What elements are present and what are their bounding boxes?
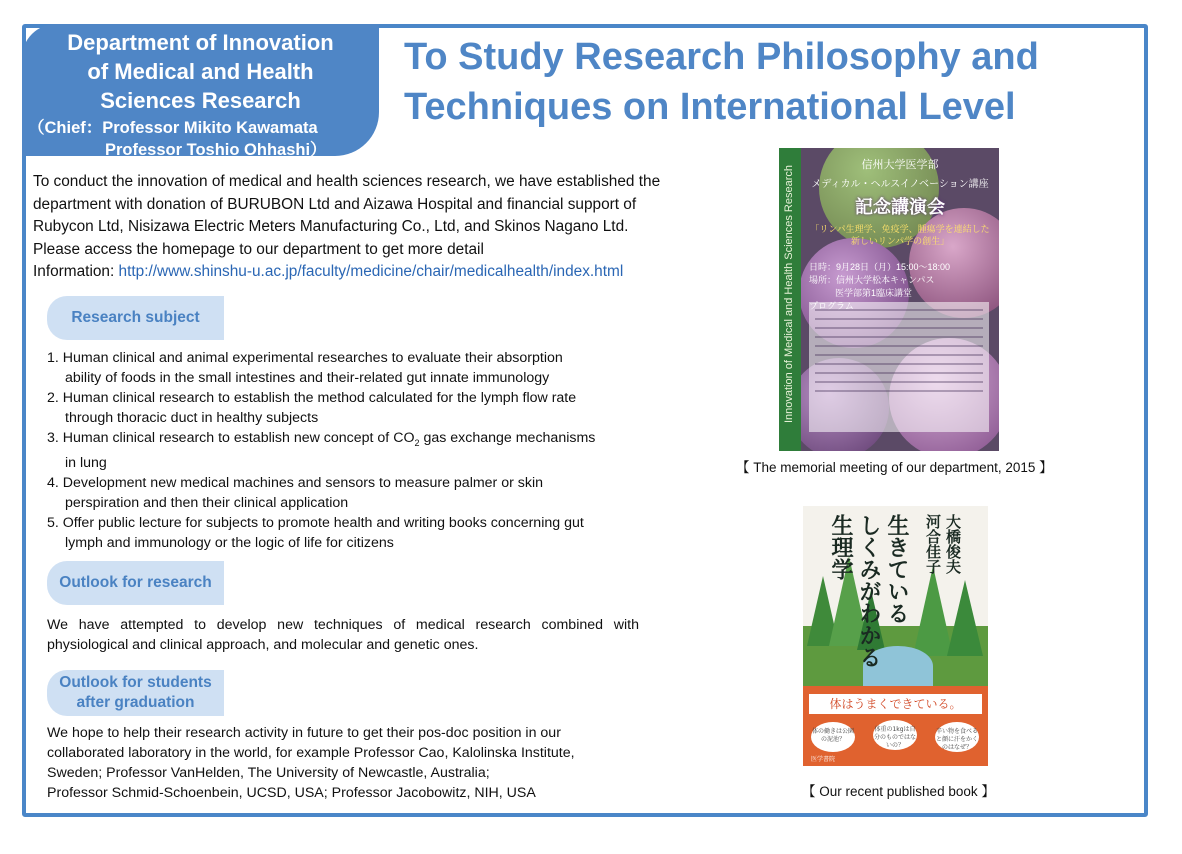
info-label: Information: (33, 263, 119, 280)
research-subject-heading: Research subject (47, 296, 224, 340)
book-title-c: 生理学 (828, 514, 853, 580)
book-author-1: 大橋俊夫 (944, 514, 962, 574)
department-name: Department of Innovation of Medical and Health Sciences Research (67, 30, 334, 113)
department-tab (22, 24, 379, 159)
memorial-meeting-poster (779, 148, 999, 451)
poster-vertical-text: Innovation of Medical and Health Sciences Research (783, 164, 795, 424)
outlook-research-text: We have attempted to develop new techniques of medical research combined with physiological and clinical approach, and molecular and genetic ones. (47, 617, 639, 653)
book-banner: 体はうまくできている。 (809, 694, 982, 714)
book-bubble-2: 体重の1kgは自分のものではないの？ (873, 720, 917, 750)
list-item: 1. Human clinical and animal experimental researches to evaluate their absorption ability of foods in the small intestines and their-related gut innate immunology (47, 350, 563, 386)
chief-line-2: Professor Toshio Ohhashi） (105, 141, 327, 159)
outlook-students-text: We hope to help their research activity in future to get their pos-doc position in our collaborated laboratory in the world, for example Professor Cao, Kalolinska Institute, Sweden; Professor VanHelden, The University of Newcastle, Australia; Professor Schmid-Schoenbein, UCSD, USA; Professor Jacobowitz, NIH, USA (47, 725, 575, 801)
book-cover (803, 506, 988, 766)
homepage-link[interactable]: http://www.shinshu-u.ac.jp/faculty/medicine/chair/medicalhealth/index.html (118, 263, 624, 280)
outlook-research-heading: Outlook for research (47, 561, 224, 605)
poster-program-block (809, 302, 989, 432)
chief-line-1: （Chief：Professor Mikito Kawamata (28, 119, 318, 137)
list-item: 3. Human clinical research to establish new concept of $CO_2$ gas exchange mechanisms in lung (47, 430, 596, 471)
book-author-2: 河合佳子 (924, 514, 942, 574)
poster-info: 日時：9月28日（月）15:00〜18:00 場所：信州大学松本キャンパス 医学部第1臨床講堂 (809, 262, 951, 298)
research-subject-list (47, 348, 647, 553)
book-title-b: しくみがわかる (856, 514, 881, 668)
list-item: 5. Offer public lecture for subjects to promote health and writing books concerning gut lymph and immunology or the logic of life for citizens (47, 514, 584, 551)
poster-title: 信州大学医学部 メディカル・ヘルスイノベーション講座 記念講演会 「リンパ生理学、免疫学、腫瘍学を連結した 新しいリンパ学の創生」 (810, 159, 990, 246)
book-publisher: 医学書院 (811, 756, 836, 763)
page-title: To Study Research Philosophy and Techniques on International Level (404, 36, 1039, 128)
intro-paragraph: To conduct the innovation of medical and health sciences research, we have established the department with donation of BURUBON Ltd and Aizawa Hospital and financial support of Rubycon Ltd, Nisizawa Electric Meters Manufacturing Co., Ltd, and Skinos Nagano Ltd. Please access the homepage to our department to get more detail Information: http://www.shinshu-u.ac.jp/faculty/medicine/chair/medicalhealth/index.html (33, 173, 661, 280)
book-caption: 【 Our recent published book 】 (802, 784, 995, 799)
book-bubble-1: 体の働きは公園の泥池？ (811, 722, 855, 752)
outlook-students-heading: Outlook for students after graduation (47, 670, 224, 716)
poster-caption: 【 The memorial meeting of our department, 2015 】 (736, 460, 1053, 475)
list-item: 4. Development new medical machines and sensors to measure palmer or skin perspiration and then their clinical application (47, 474, 544, 511)
tree-decoration (947, 580, 983, 656)
book-title-a: 生きている (884, 514, 909, 624)
book-bubble-3: 辛い物を食べると顔に汗をかくのはなぜ？ (935, 722, 979, 752)
list-item: 2. Human clinical research to establish the method calculated for the lymph flow rate through thoracic duct in healthy subjects (47, 390, 577, 426)
